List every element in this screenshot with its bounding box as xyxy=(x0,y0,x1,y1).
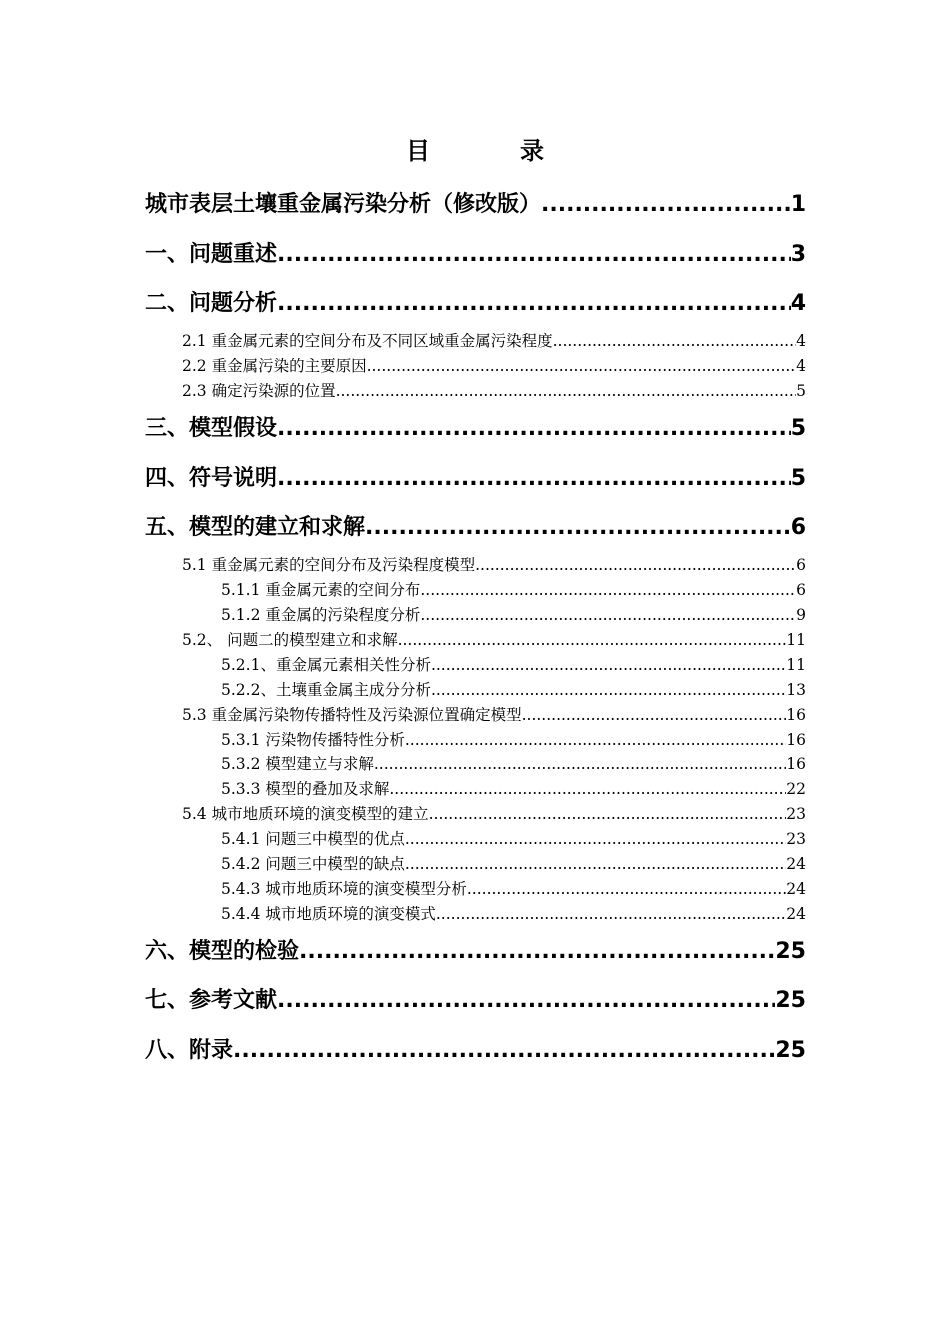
toc-entry[interactable] xyxy=(145,352,806,377)
toc-entry[interactable] xyxy=(145,178,806,228)
toc-entry-page-number: 23 xyxy=(786,805,806,824)
toc-entry-page-number: 6 xyxy=(796,581,806,600)
toc-entry-page-number: 16 xyxy=(786,705,806,724)
toc-entry[interactable] xyxy=(145,701,806,726)
toc-dot-leader xyxy=(398,629,787,651)
toc-entry-label: 八、附录 xyxy=(145,1038,234,1064)
toc-entry-label: 5.1.1 重金属元素的空间分布 xyxy=(221,581,421,600)
toc-entry-page-number: 13 xyxy=(786,680,806,699)
table-of-contents xyxy=(145,178,806,1074)
toc-entry-label: 2.3 确定污染源的位置 xyxy=(182,382,336,401)
toc-dot-leader xyxy=(277,281,791,327)
toc-entry-label: 2.1 重金属元素的空间分布及不同区域重金属污染程度 xyxy=(182,332,553,351)
toc-entry[interactable] xyxy=(145,377,806,402)
toc-entry-page-number: 9 xyxy=(796,606,806,625)
toc-entry-page-number: 24 xyxy=(786,855,806,874)
toc-entry-label: 5.3.1 污染物传播特性分析 xyxy=(221,730,405,749)
toc-entry-label: 三、模型假设 xyxy=(145,415,278,441)
toc-entry[interactable] xyxy=(145,775,806,800)
toc-dot-leader xyxy=(431,679,786,701)
toc-entry-page-number: 24 xyxy=(786,904,806,923)
toc-entry-page-number: 6 xyxy=(796,556,806,575)
toc-entry-page-number: 16 xyxy=(786,730,806,749)
toc-entry-label: 2.2 重金属污染的主要原因 xyxy=(182,357,367,376)
toc-entry-page-number: 4 xyxy=(796,357,806,376)
toc-entry-page-number: 11 xyxy=(786,631,806,650)
toc-entry-label: 5.4 城市地质环境的演变模型的建立 xyxy=(182,805,429,824)
toc-dot-leader xyxy=(405,828,786,850)
toc-entry[interactable] xyxy=(145,576,806,601)
toc-entry[interactable] xyxy=(145,601,806,626)
toc-entry[interactable] xyxy=(145,327,806,352)
toc-entry-label: 城市表层土壤重金属污染分析（修改版） xyxy=(145,191,542,217)
toc-entry[interactable] xyxy=(145,825,806,850)
toc-entry-label: 5.1.2 重金属的污染程度分析 xyxy=(221,606,421,625)
toc-entry-label: 5.2、 问题二的模型建立和求解 xyxy=(182,631,398,650)
toc-title-right: 录 xyxy=(520,137,544,165)
toc-entry[interactable] xyxy=(145,278,806,328)
toc-dot-leader xyxy=(475,554,796,576)
toc-dot-leader xyxy=(541,182,791,228)
toc-entry[interactable] xyxy=(145,875,806,900)
toc-dot-leader xyxy=(389,778,786,800)
toc-entry-page-number: 4 xyxy=(790,291,806,317)
toc-entry-page-number: 22 xyxy=(786,780,806,799)
toc-dot-leader xyxy=(277,406,791,452)
toc-title xyxy=(0,134,950,168)
toc-entry[interactable] xyxy=(145,975,806,1025)
toc-entry-page-number: 25 xyxy=(775,988,806,1014)
toc-entry-page-number: 16 xyxy=(786,755,806,774)
toc-dot-leader xyxy=(233,1028,775,1074)
toc-dot-leader xyxy=(436,903,786,925)
toc-dot-leader xyxy=(277,456,791,502)
toc-entry[interactable] xyxy=(145,502,806,552)
toc-entry-label: 六、模型的检验 xyxy=(145,938,300,964)
toc-entry-label: 一、问题重述 xyxy=(145,241,278,267)
toc-entry-label: 二、问题分析 xyxy=(145,291,278,317)
toc-entry[interactable] xyxy=(145,626,806,651)
toc-entry-page-number: 23 xyxy=(786,830,806,849)
toc-entry[interactable] xyxy=(145,726,806,751)
toc-dot-leader xyxy=(277,232,791,278)
toc-dot-leader xyxy=(405,853,786,875)
toc-entry-page-number: 5 xyxy=(790,415,806,441)
toc-dot-leader xyxy=(420,579,796,601)
toc-dot-leader xyxy=(467,878,786,900)
toc-entry-label: 5.4.4 城市地质环境的演变模式 xyxy=(221,904,436,923)
toc-entry-page-number: 11 xyxy=(786,655,806,674)
toc-entry-page-number: 1 xyxy=(790,191,806,217)
toc-entry-label: 5.4.2 问题三中模型的缺点 xyxy=(221,855,405,874)
toc-entry-page-number: 4 xyxy=(796,332,806,351)
toc-entry[interactable] xyxy=(145,551,806,576)
toc-dot-leader xyxy=(522,704,787,726)
toc-dot-leader xyxy=(365,505,791,551)
toc-title-left: 目 xyxy=(406,137,430,165)
toc-dot-leader xyxy=(553,330,797,352)
toc-entry[interactable] xyxy=(145,1024,806,1074)
toc-entry-label: 五、模型的建立和求解 xyxy=(145,515,366,541)
toc-entry-page-number: 5 xyxy=(790,465,806,491)
toc-entry-label: 5.3.2 模型建立与求解 xyxy=(221,755,374,774)
toc-entry-label: 5.2.2、土壤重金属主成分分析 xyxy=(221,680,431,699)
toc-dot-leader xyxy=(374,753,786,775)
toc-entry-label: 5.1 重金属元素的空间分布及污染程度模型 xyxy=(182,556,476,575)
toc-entry[interactable] xyxy=(145,751,806,776)
toc-entry-label: 5.4.1 问题三中模型的优点 xyxy=(221,830,405,849)
toc-entry-label: 5.3.3 模型的叠加及求解 xyxy=(221,780,390,799)
toc-entry-label: 5.3 重金属污染物传播特性及污染源位置确定模型 xyxy=(182,705,522,724)
toc-entry-label: 5.2.1、重金属元素相关性分析 xyxy=(221,655,431,674)
toc-entry[interactable] xyxy=(145,651,806,676)
toc-dot-leader xyxy=(420,604,796,626)
toc-entry-page-number: 5 xyxy=(796,382,806,401)
toc-entry[interactable] xyxy=(145,925,806,975)
toc-entry-page-number: 3 xyxy=(790,241,806,267)
toc-entry-page-number: 25 xyxy=(775,938,806,964)
toc-entry[interactable] xyxy=(145,800,806,825)
toc-entry[interactable] xyxy=(145,228,806,278)
toc-entry[interactable] xyxy=(145,452,806,502)
toc-entry-page-number: 24 xyxy=(786,879,806,898)
toc-entry-label: 七、参考文献 xyxy=(145,988,278,1014)
toc-entry-page-number: 25 xyxy=(775,1038,806,1064)
toc-entry[interactable] xyxy=(145,900,806,925)
toc-entry[interactable] xyxy=(145,676,806,701)
toc-dot-leader xyxy=(367,355,797,377)
toc-entry-label: 5.4.3 城市地质环境的演变模型分析 xyxy=(221,879,467,898)
toc-entry-page-number: 6 xyxy=(790,515,806,541)
toc-entry-label: 四、符号说明 xyxy=(145,465,278,491)
toc-dot-leader xyxy=(277,978,775,1024)
toc-entry[interactable] xyxy=(145,402,806,452)
toc-dot-leader xyxy=(336,380,797,402)
toc-dot-leader xyxy=(405,729,786,751)
toc-dot-leader xyxy=(429,803,787,825)
toc-dot-leader xyxy=(299,929,775,975)
toc-entry[interactable] xyxy=(145,850,806,875)
toc-dot-leader xyxy=(431,654,786,676)
